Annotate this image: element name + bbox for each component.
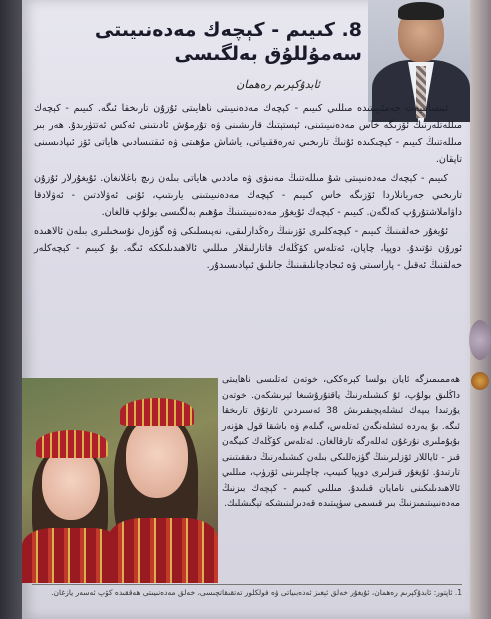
girl-left-dress <box>22 528 122 583</box>
girl-left <box>22 378 122 583</box>
photo-two-girls-in-doppa <box>22 378 218 583</box>
girl-left-face <box>42 448 100 520</box>
article-author: ئابدۇكېرىم رەھمان <box>236 78 320 91</box>
paragraph: ئۇيغۇر خەلقىنىڭ كىيىم - كېچەكلىرى ئۆزىنىڭ رەڭدارلىقى، نەپىسلىكى ۋە گۈزەل نۇسخىلىرى بىلەن ئالاھىدە ئورۇن تۇتىدۇ. دوپپا، چاپان، ئەتلەس كۆڭلەك قاتارلىقلار مىللىي ئالاھىدىلىككە ئىگە. بۇ كىيىم - كېچەكلەر خەلقنىڭ ئەقىل - پاراسىتى ۋە ئىجادچانلىقىنىڭ جانلىق ئىپادىسىدۇر. <box>34 226 462 271</box>
page-edge-decoration <box>469 320 491 360</box>
girl-right-doppa <box>120 398 194 426</box>
backdrop-right <box>469 0 491 619</box>
paragraph: ئىنسانىيەت جەمئىيىتىدە مىللىي كىيىم - كېچەك مەدەنىيىتى ناھايىتى ئۇزۇن تارىخقا ئىگە. كىيىم - كېچەك مىللەتلەرنىڭ ئۆزىگە خاس مەدەنىيىتىنى، ئېستېتىك قارىشىنى ۋە تۇرمۇش ئادىتىنى ئەكس ئەتتۈرىدۇ. ھەر بىر مىللەتنىڭ كىيىم - كېچىكىدە ئۇنىڭ تارىخىي تەرەققىياتى، ياشاش مۇھىتى ۋە ئىقتىسادىي ھاياتى ئۆز ئىپادىسىنى تاپقان. <box>34 103 462 165</box>
article-body <box>34 100 462 276</box>
article-title <box>62 18 362 66</box>
girl-right <box>108 378 218 583</box>
photo-side-text: ھەممىمىزگە ئايان بولسا كېرەككى، خوتەن ئەتلىسى ناھايىتى داڭلىق بولۇپ، ئۇ كىشىلەرنىڭ ياقتۇرۇشىغا ئېرىشكەن. خوتەن يۇرتىدا يىپەك ئىشلەپچىقىرىش 38 ئەسىردىن ئارتۇق تارىخقا ئىگە. بۇ يەردە ئىشلەنگەن ئەتلەس، گىلەم ۋە باشقا قول ھۈنەر بۇيۇملىرى نۇرغۇن ئەللەرگە تارقالغان. ئەتلەس كۆڭلەك كىيگەن قىز - ئاياللار ئۆزلىرىنىڭ گۈزەللىكى بىلەن كىشىلەرنىڭ دىققىتىنى تارتىدۇ. ئۇيغۇر قىزلىرى دوپپا كىيىپ، چاچلىرىنى ئۆرۈپ، مىللىي ئالاھىدىلىكىنى نامايان قىلىدۇ. مىللىي كىيىم - كېچەك بىزنىڭ مەدەنىيىتىمىزنىڭ بىر قىسمى سۈپىتىدە قەدىرلىنىشكە تېگىشلىك. <box>222 374 460 509</box>
portrait-hair <box>398 2 444 20</box>
book-page <box>22 0 470 619</box>
paragraph: كىيىم - كېچەك مەدەنىيىتى شۇ مىللەتنىڭ مەنىۋى ۋە ماددىي ھاياتى بىلەن زىچ باغلانغان. ئۇيغۇرلار ئۇزۇن تارىخىي جەريانلاردا ئۆزىگە خاس كىيىم - كېچەك مەدەنىيىتىنى يارىتىپ، ئۇنى ئەۋلادتىن - ئەۋلادقا داۋاملاشتۇرۇپ كەلگەن. كىيىم - كېچەك ئۇيغۇر مەدەنىيىتىنىڭ مۇھىم بەلگىسى بولۇپ قالغان. <box>34 173 462 218</box>
footnote: 1. ئاپتور: ئابدۇكېرىم رەھمان، ئۇيغۇر خەلق ئېغىز ئەدەبىياتى ۋە فولكلور تەتقىقاتچىسى، خەلق مەدەنىيىتى ھەققىدە كۆپ ئەسەر يازغان. <box>32 584 462 598</box>
girl-right-face <box>126 418 188 498</box>
sun-sticker-icon <box>471 372 489 390</box>
girl-left-doppa <box>36 430 108 458</box>
title-line-1: 8. كىيىم - كېچەك مەدەنىيىتى <box>94 19 362 41</box>
girl-right-dress <box>108 518 218 583</box>
title-line-2: سەمۇللۇق بەلگىسى <box>174 43 362 65</box>
